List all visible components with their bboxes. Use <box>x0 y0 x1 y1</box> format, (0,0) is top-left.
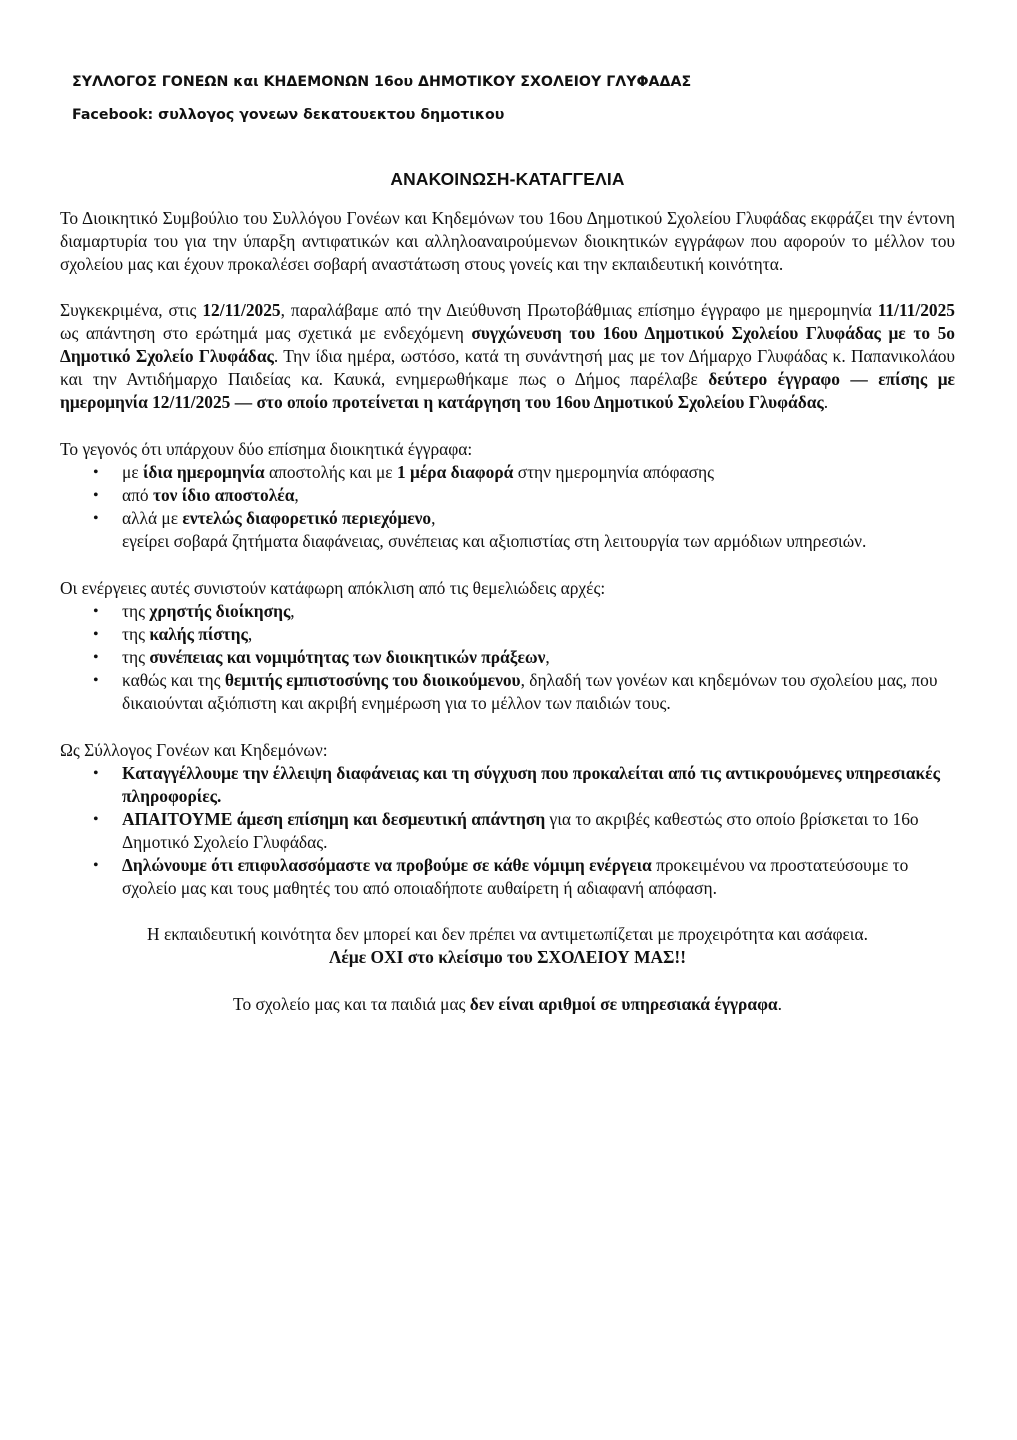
text-segment: , <box>545 647 550 667</box>
text-segment: , <box>294 485 299 505</box>
text-segment: , <box>247 624 253 644</box>
bold-second-document-phrase: δεύτερο έγγραφο — επίσης με ημερομηνία 12/11/2025 — στο οποίο προτείνεται η κατάργηση του 16ου Δημοτικού Σχολείου Γλυφάδας <box>60 369 955 412</box>
text-segment: . <box>823 392 829 412</box>
bullet-icon: • <box>93 672 99 689</box>
list-item <box>93 623 955 646</box>
text-segment: για το ακριβές καθεστώς στο οποίο βρίσκεται το 16ο Δημοτικό Σχολείο Γλυφάδας. <box>122 809 919 852</box>
text-segment: , παραλάβαμε από την Διεύθυνση Πρωτοβάθμιας επίσημο έγγραφο με ημερομηνία <box>280 300 878 320</box>
bold-text: χρηστής διοίκησης <box>149 601 291 621</box>
bold-text: 1 μέρα διαφορά <box>396 462 514 482</box>
principles-intro: Οι ενέργειες αυτές συνιστούν κατάφωρη απόκλιση από τις θεμελιώδεις αρχές: <box>60 578 606 598</box>
text-segment: , <box>290 601 295 621</box>
text-segment: από <box>122 485 153 505</box>
association-name-header: ΣΥΛΛΟΓΟΣ ΓΟΝΕΩΝ και ΚΗΔΕΜΟΝΩΝ 16ου ΔΗΜΟΤΙΚΟΥ ΣΧΟΛΕΙΟΥ ΓΛΥΦΑΔΑΣ <box>72 74 692 90</box>
announcement-title: ΑΝΑΚΟΙΝΩΣΗ-ΚΑΤΑΓΓΕΛΙΑ <box>390 169 625 189</box>
list-item <box>93 484 955 507</box>
bold-text: Καταγγέλλουμε την έλλειψη διαφάνειας και τη σύγχυση που προκαλείται από τις αντικρουόμενες υπηρεσιακές πληροφορίες. <box>122 763 940 806</box>
bullet-icon: • <box>93 765 99 782</box>
bold-text: εντελώς διαφορετικό περιεχόμενο <box>182 508 432 528</box>
slogan-line <box>60 946 955 969</box>
text-segment: της <box>122 624 150 644</box>
bold-merger-phrase: συγχώνευση του 16ου Δημοτικού Σχολείου Γλυφάδας με το 5ο Δημοτικό Σχολείο Γλυφάδας <box>60 323 955 366</box>
bold-text: ΑΠΑΙΤΟΥΜΕ άμεση επίσημη και δεσμευτική απάντηση <box>122 809 546 829</box>
list-item <box>93 762 955 808</box>
text-segment: καθώς και της <box>122 670 225 690</box>
bold-date: 11/11/2025 <box>877 300 955 320</box>
final-statement <box>60 993 955 1016</box>
list-item <box>93 808 955 854</box>
closing-line: Η εκπαιδευτική κοινότητα δεν μπορεί και δεν πρέπει να αντιμετωπίζεται με προχειρότητα και ασάφεια. <box>147 924 868 944</box>
text-segment: αποστολής και με <box>264 462 397 482</box>
list-item <box>93 461 955 484</box>
text-segment: Συγκεκριμένα, στις <box>60 300 203 320</box>
text-segment: με <box>122 462 143 482</box>
intro-paragraph: Το Διοικητικό Συμβούλιο του Συλλόγου Γονέων και Κηδεμόνων του 16ου Δημοτικού Σχολείου Γλυφάδας εκφράζει την έντονη διαμαρτυρία του για την ύπαρξη αντιφατικών και αλληλοαναιρούμενων διοικητικών εγγράφων που αφορούν το μέλλον του σχολείου μας και έχουν προκαλέσει σοβαρή αναστάτωση στους γονείς και την εκπαιδευτική κοινότητα. <box>60 208 955 274</box>
bold-text: δεν είναι αριθμοί σε υπηρεσιακά έγγραφα <box>469 994 778 1014</box>
bullet-icon: • <box>93 464 99 481</box>
text-segment: της <box>122 601 150 621</box>
text-segment: . <box>777 994 782 1014</box>
bullet-icon: • <box>93 603 99 620</box>
bold-slogan: Λέμε ΟΧΙ στο κλείσιμο του ΣΧΟΛΕΙΟΥ ΜΑΣ!! <box>328 947 687 967</box>
bullet-icon: • <box>93 626 99 643</box>
list-item <box>93 507 955 553</box>
text-segment: στην ημερομηνία απόφασης <box>513 462 714 482</box>
bold-text: τον ίδιο αποστολέα <box>152 485 295 505</box>
text-segment: ως απάντηση στο ερώτημά μας σχετικά με ενδεχόμενη <box>60 323 472 343</box>
bullet-icon: • <box>93 510 99 527</box>
list-item <box>93 669 955 715</box>
bold-text: Δηλώνουμε ότι επιφυλασσόμαστε να προβούμε σε κάθε νόμιμη ενέργεια <box>122 855 652 875</box>
bold-date: 12/11/2025 <box>202 300 281 320</box>
text-segment: εγείρει σοβαρά ζητήματα διαφάνειας, συνέπειας και αξιοπιστίας στη λειτουργία των αρμόδιων υπηρεσιών. <box>122 531 867 551</box>
text-segment: . Την ίδια ημέρα, ωστόσο, κατά τη συνάντησή μας με τον Δήμαρχο Γλυφάδας κ. Παπανικολάου και την Αντιδήμαρχο Παιδείας κα. Καυκά, ενημερωθήκαμε πως ο Δήμος παρέλαβε <box>60 346 955 389</box>
text-segment: της <box>122 647 150 667</box>
bold-text: συνέπειας και νομιμότητας των διοικητικών πράξεων <box>149 647 546 667</box>
list-item <box>93 646 955 669</box>
text-segment: , <box>431 508 436 528</box>
principles-list <box>60 600 955 715</box>
list-item <box>93 600 955 623</box>
list-item <box>93 854 955 900</box>
bold-text: καλής πίστης <box>149 624 248 644</box>
bullet-icon: • <box>93 811 99 828</box>
documents-list <box>60 461 955 553</box>
association-statement-intro: Ως Σύλλογος Γονέων και Κηδεμόνων: <box>60 740 328 760</box>
text-segment: αλλά με <box>122 508 183 528</box>
facebook-line: Facebook: συλλογος γονεων δεκατουεκτου δημοτικου <box>72 107 505 123</box>
text-segment: , δηλαδή των γονέων και κηδεμόνων του σχολείου μας, που δικαιούνται αξιόπιστη και ακριβή ενημέρωση για το μέλλον των παιδιών τους. <box>122 670 938 713</box>
details-paragraph <box>60 299 955 414</box>
bullet-icon: • <box>93 649 99 666</box>
bold-text: θεμιτής εμπιστοσύνης του διοικούμενου <box>224 670 521 690</box>
bold-text: ίδια ημερομηνία <box>142 462 265 482</box>
bullet-icon: • <box>93 487 99 504</box>
text-segment: Το σχολείο μας και τα παιδιά μας <box>233 994 470 1014</box>
documents-intro: Το γεγονός ότι υπάρχουν δύο επίσημα διοικητικά έγγραφα: <box>60 439 473 459</box>
text-segment: προκειμένου να προστατεύσουμε το σχολείο μας και τους μαθητές του από οποιαδήποτε αυθαίρετη ή αδιαφανή απόφαση. <box>122 855 909 898</box>
demands-list <box>60 762 955 900</box>
bullet-icon: • <box>93 857 99 874</box>
